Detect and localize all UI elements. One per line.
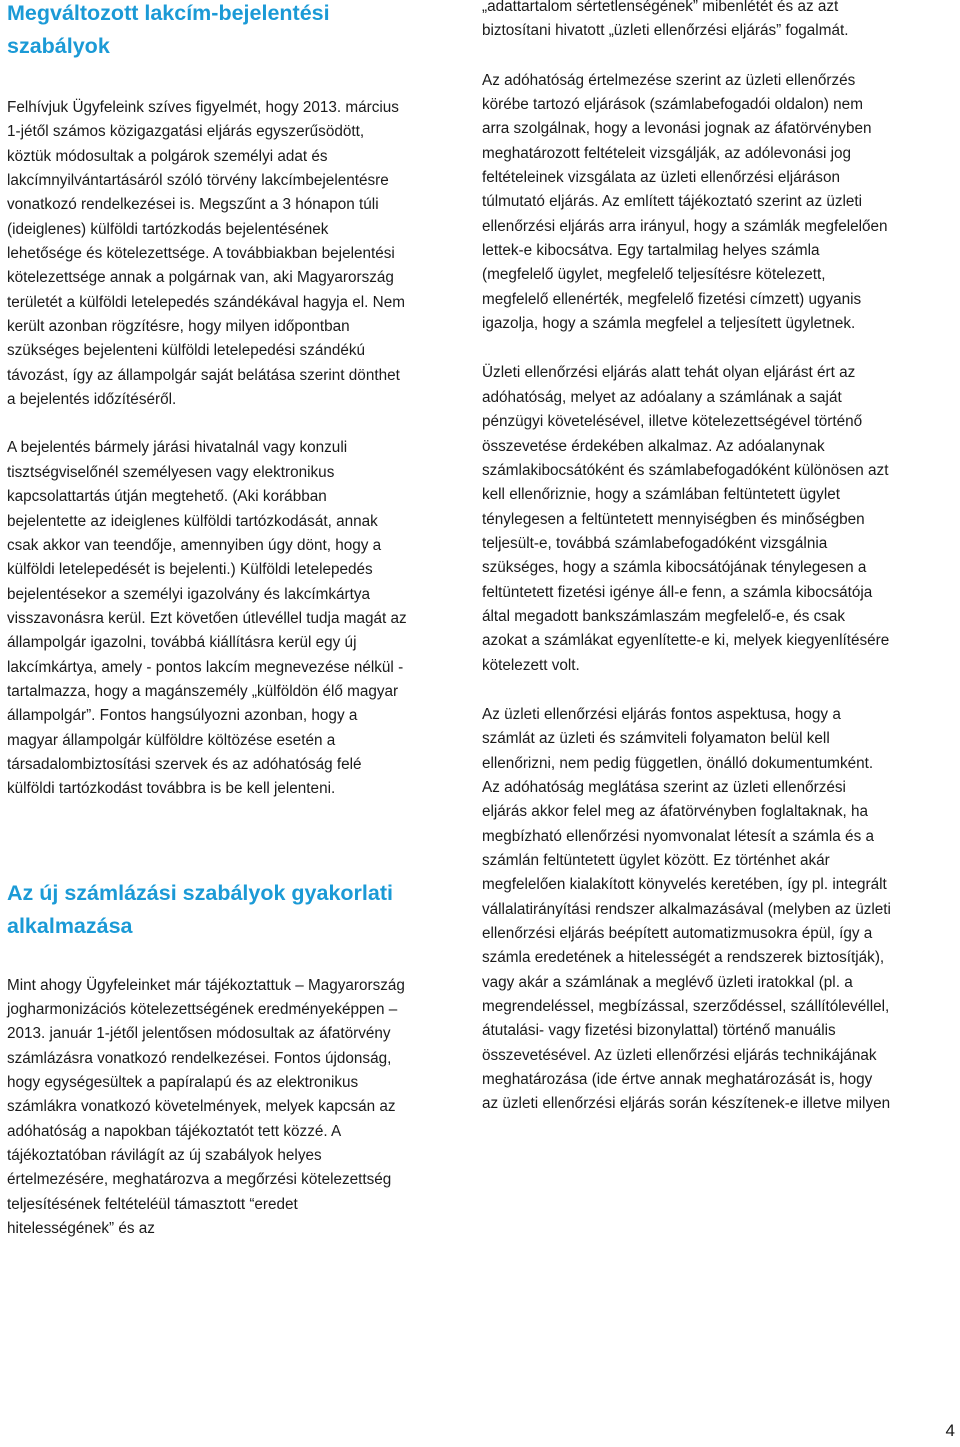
paragraph-address-rules: Felhívjuk Ügyfeleink szíves figyelmét, hogy 2013. március 1-jétől számos közigazgatási eljárás egyszerűsödött, köztük módosultak a polgárok személyi adat és lakcímnyilvántartásáról szóló törvény lakcímbejelentésre vonatkozó rendelkezései is. Megszűnt a 3 hónapon túli (ideiglenes) külföldi tartózkodás bejelentésének lehetősége és kötelezettsége. A továbbiakban bejelentési kötelezettsége annak a polgárnak van, aki Magyarország területét a külföldi letelepedés szándékával hagyja el. Nem került azonban rögzítésre, hogy milyen időpontban szükséges bejelenteni külföldi letelepedési szándékú távozást, így az állampolgár saját belátása szerint dönthet a bejelentés időzítéséről. [7,99,405,409]
paragraph-registration-procedure: A bejelentés bármely járási hivatalnál vagy konzuli tisztségviselőnél személyesen vagy elektronikus kapcsolattartás útján megtehető. (Aki korábban bejelentette az ideiglenes külföldi tartózkodását, annak csak akkor van teendője, amennyiben úgy dönt, hogy a külföldi letelepedését is bejelenti.) Külföldi letelepedés bejelentésekor a személyi igazolvány és lakcímkártya visszavonásra kerül. Ezt követően útlevéllel tudja magát az állampolgár igazolni, továbbá kiállításra kerül egy új lakcímkártya, amely - pontos lakcím megnevezése nélkül - tartalmazza, hogy a magánszemély „külföldön élő magyar állampolgár”. Fontos hangsúlyozni azonban, hogy a magyar állampolgár külföldre költözése esetén a társadalombiztosítási szervek és az adóhatóság felé külföldi tartózkodást továbbra is be kell jelenteni. [7,439,407,798]
paragraph-continuation: „adattartalom sértetlenségének” mibenlétét és az azt biztosítani hivatott „üzleti ellenőrzési eljárás” fogalmát. [482,0,849,40]
left-column [7,0,407,1241]
paragraph-business-audit-procedure: Üzleti ellenőrzési eljárás alatt tehát olyan eljárást ért az adóhatóság, melyet az adóalany a számlának a saját pénzügyi követelésével, illetve kötelezettségével történő összevetése érdekében alkalmaz. Az adóalanynak számlakibocsátóként és számlabefogadóként különösen azt kell ellenőriznie, hogy a számlában feltüntetett ügylet ténylegesen a feltüntetett mennyiségben és minőségben teljesült-e, továbbá számlabefogadóként vizsgálnia szükséges, hogy a számla kibocsátójának ténylegesen a feltüntetett fizetési igénye áll-e fenn, a számla kibocsátója által megadott bankszámlaszám megfelelő-e, és csak azokat a számlákat egyenlítette-e ki, melyek kiegyenlítésére kötelezett volt. [482,364,890,674]
paragraph-tax-authority-interpretation: Az adóhatóság értelmezése szerint az üzleti ellenőrzés körébe tartozó eljárások (számlabefogadói oldalon) nem arra szolgálnak, hogy a levonási jognak az áfatörvényben meghatározott feltételeit vizsgálják, az adólevonási jog feltételeinek vizsgálata az üzleti ellenőrzési eljáráson túlmutató eljárás. Az említett tájékoztató szerint az üzleti ellenőrzési eljárás arra irányul, hogy a számlák megfelelően lettek-e kibocsátva. Egy tartalmilag helyes számla (megfelelő ügylet, megfelelő teljesítésre kötelezett, megfelelő ellenérték, megfelelő fizetési címzett) ugyanis igazolja, hogy a számla megfelel a teljesített ügyletnek. [482,71,888,333]
section-heading-address-registration: Megváltozott lakcím-bejelentési szabályok [7,1,330,58]
right-column [482,0,892,1117]
paragraph-audit-trail: Az üzleti ellenőrzési eljárás fontos aspektusa, hogy a számlát az üzleti és számviteli folyamaton belül kell ellenőrizni, nem pedig független, önálló dokumentumként. Az adóhatóság meglátása szerint az üzleti ellenőrzési eljárás akkor felel meg az áfatörvényben foglaltaknak, ha megbízható ellenőrzési nyomvonalat létesít a számla és a számlán feltüntetett ügylet között. Ez történhet akár megfelelően kialakított könyvelés keretében, így pl. integrált vállalatirányítási rendszer alkalmazásával (melyben az üzleti ellenőrzési eljárás beépített automatizmusokra épül, így a számla eredetének a hitelességét a rendszerek biztosítják), vagy akár a számlának a meglévő üzleti iratokkal (pl. a megrendeléssel, megbízással, szerződéssel, szállítólevéllel, átutalási- vagy fizetési bizonylattal) történő manuális összevetésével. Az üzleti ellenőrzési eljárás technikájának meghatározása (ide értve annak meghatározását is, hogy az üzleti ellenőrzési eljárás során készítenek-e illetve milyen [482,705,891,1113]
paragraph-invoicing-intro: Mint ahogy Ügyfeleinket már tájékoztattuk – Magyarország jogharmonizációs kötelezettségének eredményeképpen – 2013. január 1-jétől jelentősen módosultak az áfatörvény számlázásra vonatkozó rendelkezései. Fontos újdonság, hogy egységesültek a papíralapú és az elektronikus számlákra vonatkozó követelmények, melyek kapcsán az adóhatóság a napokban tájékoztatót tett közzé. A tájékoztatóban rávilágít az új szabályok helyes értelmezésére, meghatározva a megőrzési kötelezettség teljesítésének feltételéül támasztott “eredet hitelességének” és az [7,976,405,1238]
section-heading-invoicing-rules: Az új számlázási szabályok gyakorlati alkalmazása [7,880,393,938]
page-number: 4 [945,1421,955,1440]
